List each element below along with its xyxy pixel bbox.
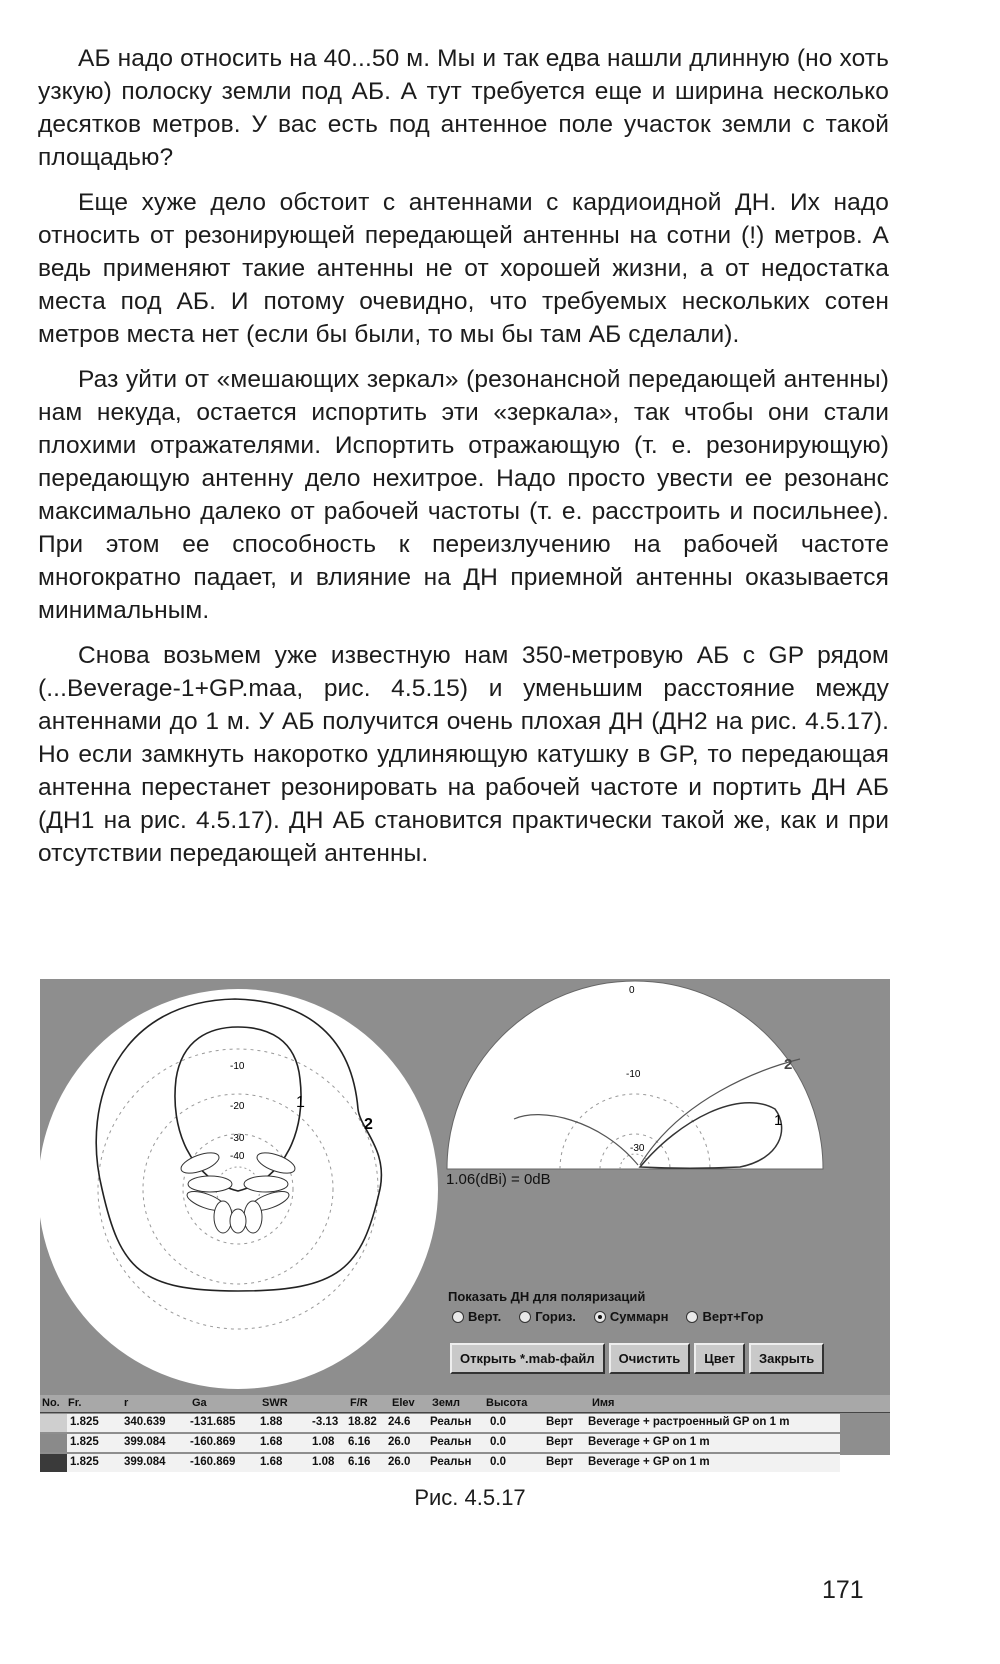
azimuth-plot — [38, 989, 438, 1389]
table-cell-c5: 18.82 — [348, 1416, 377, 1428]
elevation-curve-1-label: 1 — [774, 1112, 783, 1129]
table-cell-c4: 1.08 — [312, 1456, 335, 1468]
radio-label: Суммарн — [609, 1309, 669, 1324]
table-cell-c6: 24.6 — [388, 1416, 411, 1428]
table-cell-c5: 6.16 — [348, 1436, 371, 1448]
table-cell-c4: -3.13 — [312, 1416, 339, 1428]
column-header[interactable]: No. — [42, 1397, 60, 1409]
column-header[interactable]: Ga — [192, 1397, 207, 1409]
row-color-swatch[interactable] — [40, 1454, 67, 1472]
table-cell-ground: Реальн — [430, 1416, 472, 1428]
elevation-plot — [447, 981, 823, 1169]
page-number: 171 — [822, 1576, 864, 1604]
azimuth-curve-1-label: 1 — [296, 1094, 305, 1111]
table-cell-ground: Реальн — [430, 1436, 472, 1448]
table-cell-c6: 26.0 — [388, 1456, 411, 1468]
table-cell-height: 0.0 — [490, 1456, 506, 1468]
azimuth-ring-label: -30 — [230, 1133, 245, 1144]
table-cell-name: Beverage + GP on 1 m — [588, 1456, 710, 1468]
table-cell-name: Beverage + GP on 1 m — [588, 1436, 710, 1448]
column-header[interactable]: SWR — [262, 1397, 288, 1409]
radio-dot[interactable] — [452, 1311, 464, 1323]
table-cell-c5: 6.16 — [348, 1456, 371, 1468]
azimuth-lobe — [230, 1209, 246, 1233]
column-header[interactable]: Fr. — [68, 1397, 82, 1409]
color-button[interactable]: Цвет — [694, 1343, 745, 1374]
table-cell-pol: Верт — [546, 1416, 574, 1428]
table-cell-freq: 1.825 — [70, 1436, 99, 1448]
polarization-options — [452, 1309, 763, 1324]
table-row[interactable] — [40, 1454, 840, 1472]
column-header[interactable]: F/R — [350, 1397, 368, 1409]
azimuth-lobe — [244, 1176, 288, 1192]
table-cell-height: 0.0 — [490, 1436, 506, 1448]
paragraph-1: АБ надо относить на 40...50 м. Мы и так едва нашли длинную (но хоть узкую) полоску земли под АБ. А тут требуется еще и ширина несколько десятков метров. У вас есть под антенное поле участок земли с такой площадью? — [38, 45, 889, 171]
close-button[interactable]: Закрыть — [749, 1343, 824, 1374]
body-text — [38, 42, 889, 882]
table-cell-c1: 399.084 — [124, 1456, 166, 1468]
table-cell-freq: 1.825 — [70, 1456, 99, 1468]
table-cell-c2: -160.869 — [190, 1436, 236, 1448]
table-cell-pol: Верт — [546, 1436, 574, 1448]
row-color-swatch[interactable] — [40, 1414, 67, 1432]
paragraph-4: Снова возьмем уже известную нам 350-метровую АБ с GP рядом (...Beverage-1+GP.maa, рис. 4.5.15) и уменьшим расстояние между антеннами до 1 м. У АБ получится очень плохая ДН (ДН2 на рис. 4.5.17). Но если замкнуть накоротко удлиняющую катушку в GP, то передающая антенна перестанет резонировать на рабочей частоте и портить ДН АБ (ДН1 на рис. 4.5.17). ДН АБ становится практически такой же, как и при отсутствии передающей антенны. — [38, 642, 889, 867]
radio-label: Гориз. — [535, 1309, 576, 1324]
azimuth-lobe — [214, 1201, 232, 1233]
table-cell-c1: 399.084 — [124, 1436, 166, 1448]
table-header — [40, 1395, 890, 1413]
table-row[interactable] — [40, 1434, 840, 1452]
column-header[interactable]: Высота — [486, 1397, 528, 1409]
azimuth-ring-label: -10 — [230, 1061, 245, 1072]
radio-dot[interactable] — [686, 1311, 698, 1323]
control-panel — [444, 1289, 890, 1399]
column-header[interactable]: r — [124, 1397, 129, 1409]
azimuth-lobe — [244, 1201, 262, 1233]
radio-vert-plus-horiz[interactable] — [686, 1309, 763, 1324]
radio-horizontal[interactable] — [519, 1309, 576, 1324]
column-header[interactable]: Земл — [432, 1397, 460, 1409]
azimuth-ring-label: -20 — [230, 1101, 245, 1112]
azimuth-lobe — [188, 1176, 232, 1192]
table-cell-freq: 1.825 — [70, 1416, 99, 1428]
table-cell-c1: 340.639 — [124, 1416, 166, 1428]
table-cell-ground: Реальн — [430, 1456, 472, 1468]
column-header[interactable]: Имя — [592, 1397, 615, 1409]
table-cell-height: 0.0 — [490, 1416, 506, 1428]
radio-vertical[interactable] — [452, 1309, 501, 1324]
radio-total[interactable] — [594, 1309, 669, 1324]
table-cell-name: Beverage + растроенный GP on 1 m — [588, 1416, 790, 1428]
table-cell-c2: -131.685 — [190, 1416, 236, 1428]
table-cell-c4: 1.08 — [312, 1436, 335, 1448]
figure-caption: Рис. 4.5.17 — [414, 1485, 526, 1510]
radio-dot[interactable] — [519, 1311, 531, 1323]
row-color-swatch[interactable] — [40, 1434, 67, 1452]
table-row[interactable] — [40, 1414, 840, 1432]
figure-screenshot — [40, 979, 890, 1468]
polarization-title: Показать ДН для поляризаций — [448, 1289, 646, 1304]
radio-label: Верт. — [468, 1309, 502, 1324]
table-cell-c3: 1.88 — [260, 1416, 283, 1428]
elevation-ring-label: -30 — [630, 1143, 645, 1154]
paragraph-3: Раз уйти от «мешающих зеркал» (резонансной передающей антенны) нам некуда, остается испортить эти «зеркала», так чтобы они стали плохими отражателями. Испортить отражающую (т. е. резонирующую) передающую антенну дело нехитрое. Надо просто увести ее резонанс максимально далеко от рабочей частоты (т. е. расстроить и посильнее). При этом ее способность к переизлучению на рабочей частоте многократно падает, и влияние на ДН приемной антенны оказывается минимальным. — [38, 366, 889, 624]
azimuth-ring-label: -40 — [230, 1151, 245, 1162]
elevation-top-label: 0 — [629, 985, 635, 996]
button-row — [450, 1343, 824, 1374]
table-cell-c2: -160.869 — [190, 1456, 236, 1468]
table-cell-pol: Верт — [546, 1456, 574, 1468]
results-table — [40, 1395, 890, 1468]
elevation-ring-label: -10 — [626, 1069, 641, 1080]
table-cell-c6: 26.0 — [388, 1436, 411, 1448]
elevation-curve-2-label: 2 — [784, 1056, 793, 1073]
table-cell-c3: 1.68 — [260, 1436, 283, 1448]
radio-label: Верт+Гор — [702, 1309, 764, 1324]
paragraph-2: Еще хуже дело обстоит с антеннами с кардиоидной ДН. Их надо относить от резонирующей передающей антенны на сотни (!) метров. А ведь применяют такие антенны не от хорошей жизни, а от недостатка места под АБ. И потому очевидно, что требуемых нескольких сотен метров места нет (если бы были, то мы бы там АБ сделали). — [38, 189, 889, 348]
column-header[interactable]: Elev — [392, 1397, 415, 1409]
clear-button[interactable]: Очистить — [609, 1343, 691, 1374]
azimuth-curve-2-label: 2 — [364, 1116, 373, 1133]
gain-reference-label: 1.06(dBi) = 0dB — [446, 1171, 551, 1188]
radio-dot-selected[interactable] — [594, 1311, 606, 1323]
table-cell-c3: 1.68 — [260, 1456, 283, 1468]
open-file-button[interactable]: Открыть *.mab-файл — [450, 1343, 605, 1374]
